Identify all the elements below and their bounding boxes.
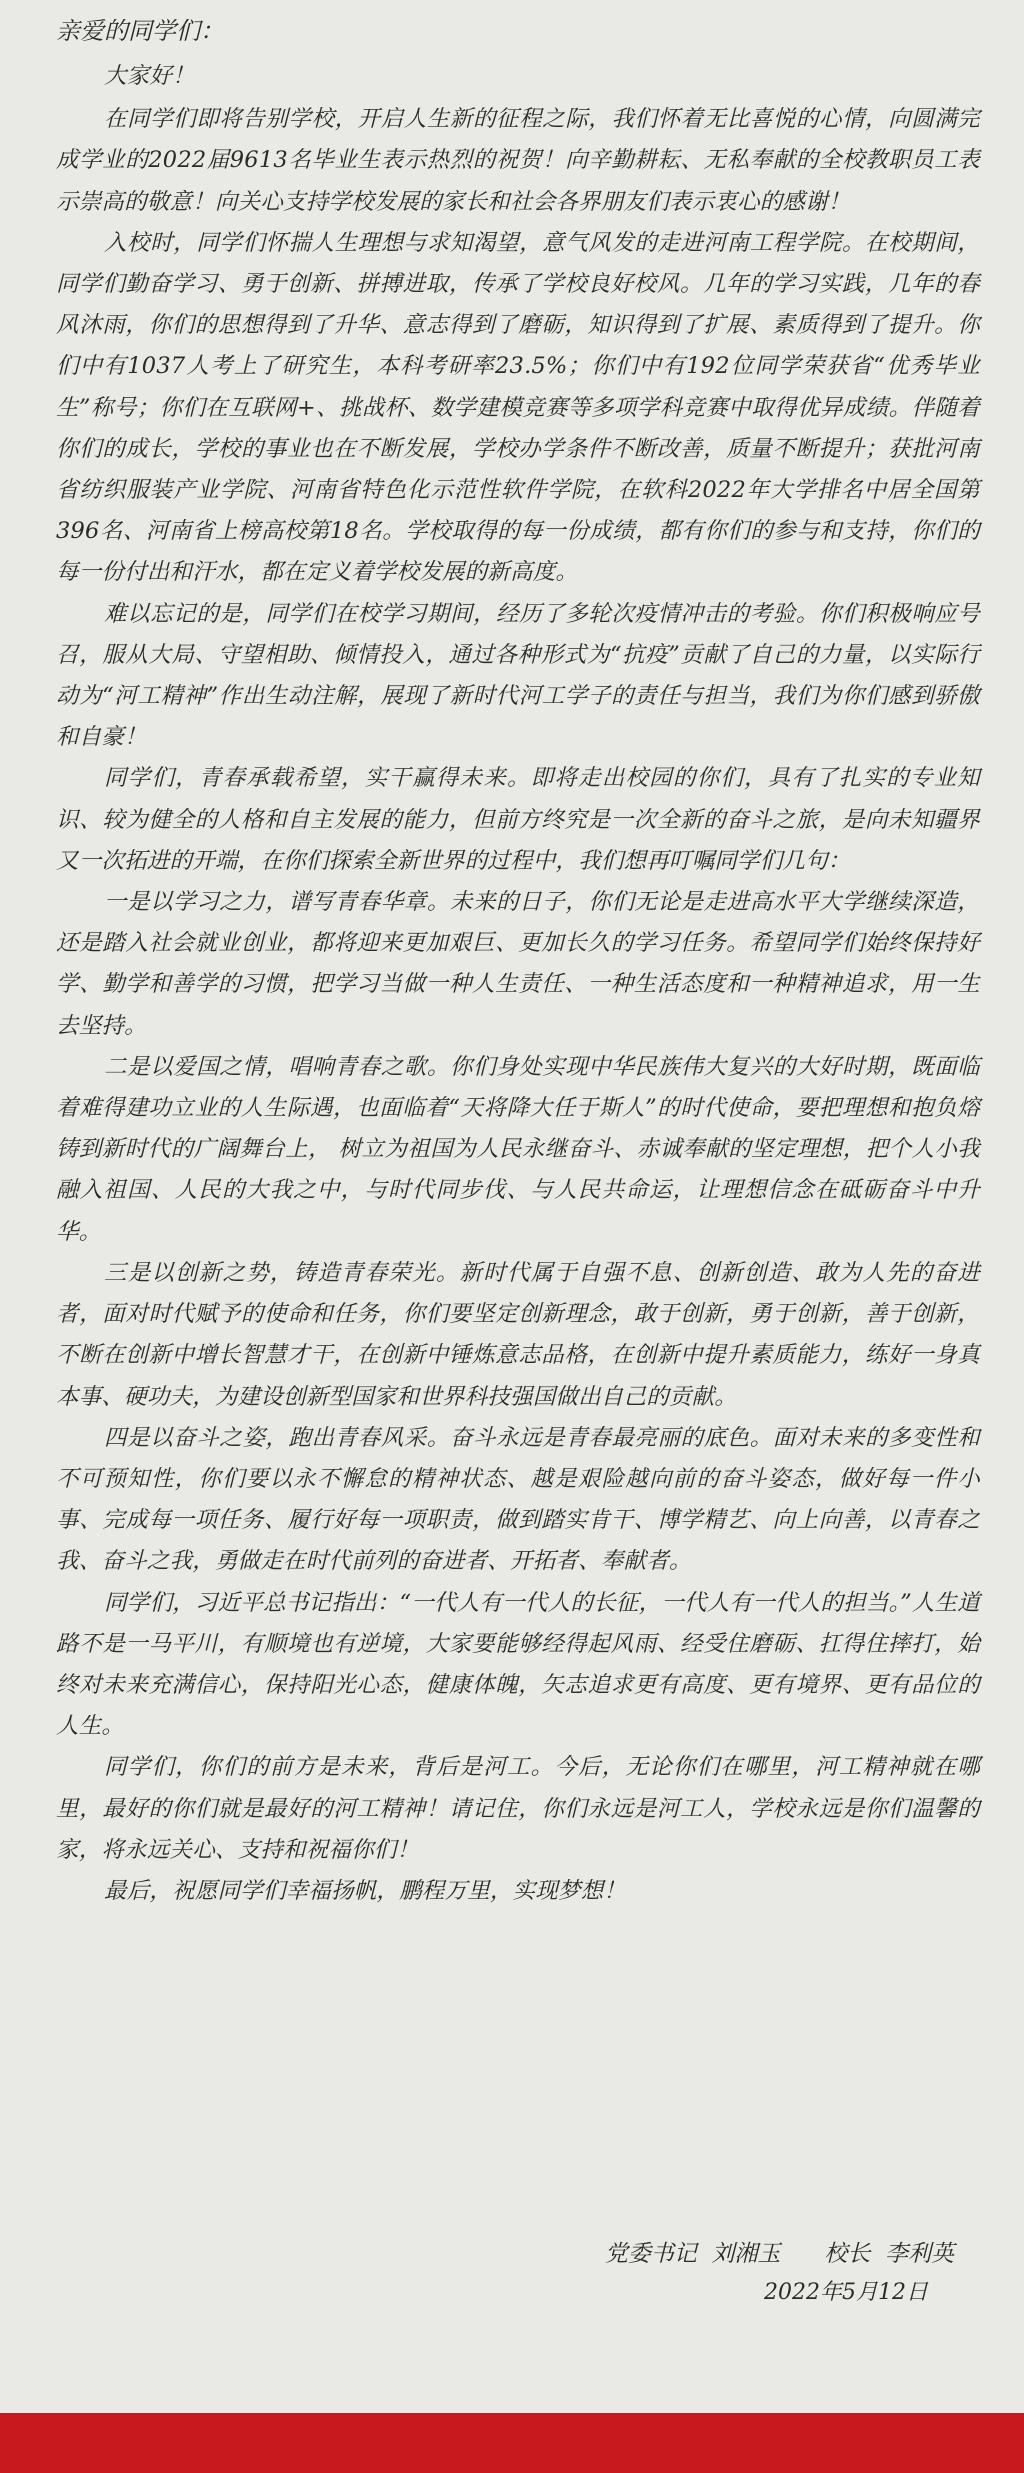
salutation: 亲爱的同学们： xyxy=(56,17,224,45)
paragraph-learning: 一是以学习之力，谱写青春华章。未来的日子，你们无论是走进高水平大学继续深造，还是踏入社会就业创业，都将迎来更加艰巨、更加长久的学习任务。希望同学们始终保持好学、勤学和善学的习惯，把学习当做一种人生责任、一种生活态度和一种精神追求，用一生去坚持。 xyxy=(56,889,980,1039)
paragraph-congratulations: 在同学们即将告别学校，开启人生新的征程之际，我们怀着无比喜悦的心情，向圆满完成学业的2022届9613名毕业生表示热烈的祝贺！向辛勤耕耘、无私奉献的全校教职员工表示崇高的敬意！向关心支持学校发展的家长和社会各界朋友们表示衷心的感谢！ xyxy=(56,106,980,215)
paragraph-future: 同学们，青春承载希望，实干赢得未来。即将走出校园的你们，具有了扎实的专业知识、较为健全的人格和自主发展的能力，但前方终究是一次全新的奋斗之旅，是向未知疆界又一次拓进的开端，在你们探索全新世界的过程中，我们想再叮嘱同学们几句： xyxy=(56,765,980,874)
paragraph-achievements: 入校时，同学们怀揣人生理想与求知渴望，意气风发的走进河南工程学院。在校期间，同学们勤奋学习、勇于创新、拼搏进取，传承了学校良好校风。几年的学习实践，几年的春风沐雨，你们的思想得到了升华、意志得到了磨砺，知识得到了扩展、素质得到了提升。你们中有1037人考上了研究生，本科考研率23.5%；你们中有192位同学荣获省“优秀毕业生”称号；你们在互联网+、挑战杯、数学建模竞赛等多项学科竞赛中取得优异成绩。伴随着你们的成长，学校的事业也在不断发展，学校办学条件不断改善，质量不断提升；获批河南省纺织服装产业学院、河南省特色化示范性软件学院，在软科2022年大学排名中居全国第396名、河南省上榜高校第18名。学校取得的每一份成绩，都有你们的参与和支持，你们的每一份付出和汗水，都在定义着学校发展的新高度。 xyxy=(56,229,980,586)
paragraph-pandemic: 难以忘记的是，同学们在校学习期间，经历了多轮次疫情冲击的考验。你们积极响应号召，服从大局、守望相助、倾情投入，通过各种形式为“抗疫”贡献了自己的力量，以实际行动为“河工精神”作出生动注解，展现了新时代河工学子的责任与担当，我们为你们感到骄傲和自豪！ xyxy=(56,600,980,751)
signatories: 党委书记 刘湘玉 校长 李利英 xyxy=(604,2241,954,2267)
paragraph-closing: 最后，祝愿同学们幸福扬帆，鹏程万里，实现梦想！ xyxy=(104,1877,627,1904)
letter-body xyxy=(56,14,980,1912)
paragraph-quote: 同学们，习近平总书记指出：“一代人有一代人的长征，一代人有一代人的担当。”人生道路不是一马平川，有顺境也有逆境，大家要能够经得起风雨、经受住磨砺、扛得住摔打，始终对未来充满信心，保持阳光心态，健康体魄，矢志追求更有高度、更有境界、更有品位的人生。 xyxy=(56,1589,980,1740)
greeting: 大家好！ xyxy=(104,63,195,89)
paragraph-patriotism: 二是以爱国之情，唱响青春之歌。你们身处实现中华民族伟大复兴的大好时期，既面临着难得建功立业的人生际遇，也面临着“天将降大任于斯人”的时代使命，要把理想和抱负熔铸到新时代的广阔舞台上， 树立为祖国为人民永继奋斗、赤诚奉献的坚定理想，把个人小我融入祖国、人民的大我之中，与时代同步伐、与人民共命运，让理想信念在砥砺奋斗中升华。 xyxy=(56,1053,980,1245)
footer-bar xyxy=(0,2413,1024,2473)
letter-date: 2022年5月12日 xyxy=(764,2280,928,2305)
paragraph-striving: 四是以奋斗之姿，跑出青春风采。奋斗永远是青春最亮丽的底色。面对未来的多变性和不可预知性，你们要以永不懈怠的精神状态、越是艰险越向前的奋斗姿态，做好每一件小事、完成每一项任务、履行好每一项职责，做到踏实肯干、博学精艺、向上向善，以青春之我、奋斗之我，勇做走在时代前列的奋进者、开拓者、奉献者。 xyxy=(56,1424,980,1575)
paragraph-innovation: 三是以创新之势，铸造青春荣光。新时代属于自强不息、创新创造、敢为人先的奋进者，面对时代赋予的使命和任务，你们要坚定创新理念，敢于创新，勇于创新，善于创新，不断在创新中增长智慧才干，在创新中锤炼意志品格，在创新中提升素质能力，练好一身真本事、硬功夫，为建设创新型国家和世界科技强国做出自己的贡献。 xyxy=(56,1259,980,1410)
signature-block xyxy=(605,2236,954,2310)
paragraph-hegong-spirit: 同学们，你们的前方是未来，背后是河工。今后，无论你们在哪里，河工精神就在哪里，最好的你们就是最好的河工精神！请记住，你们永远是河工人，学校永远是你们温馨的家，将永远关心、支持和祝福你们！ xyxy=(56,1754,980,1863)
